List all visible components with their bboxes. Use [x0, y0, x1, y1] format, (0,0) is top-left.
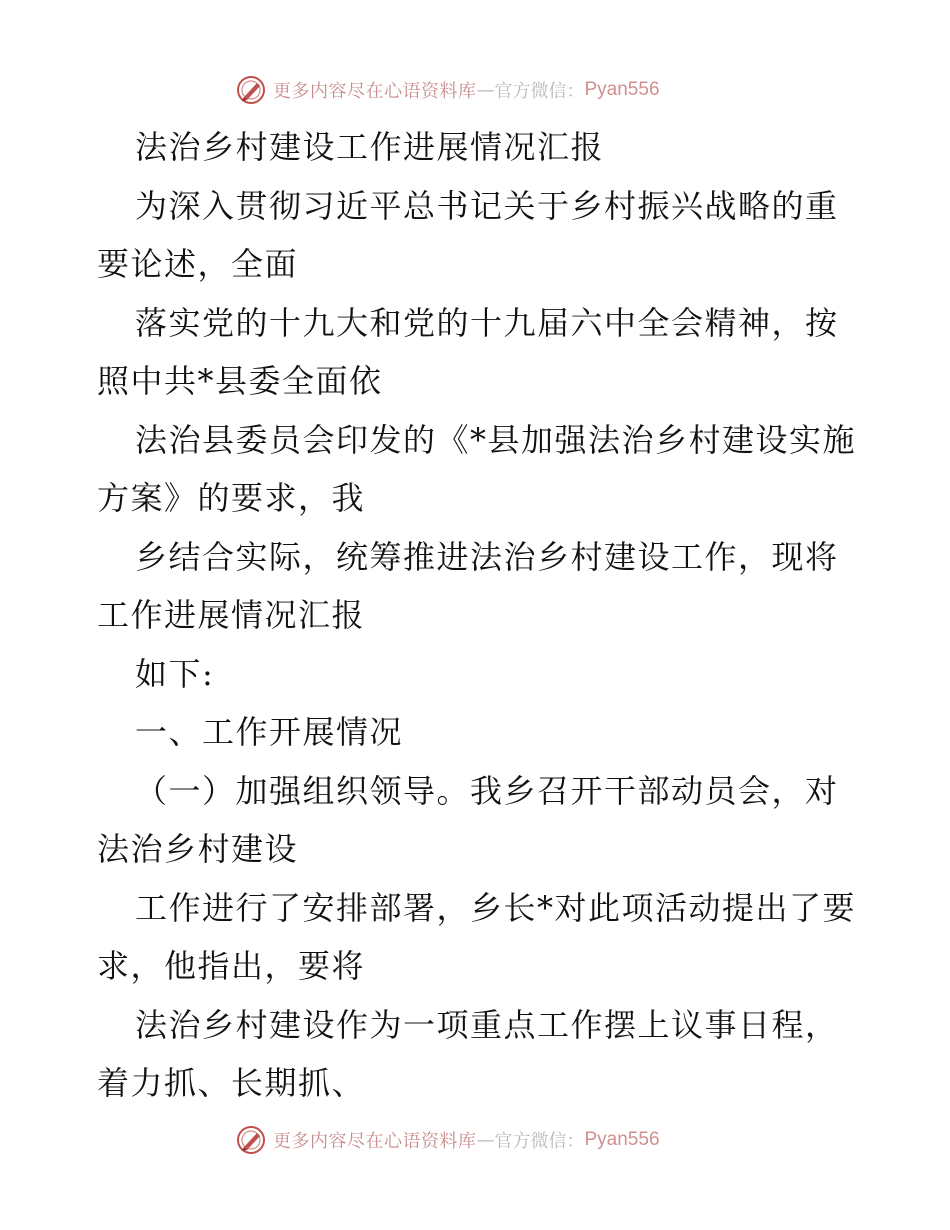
document-title: 法治乡村建设工作进展情况汇报	[135, 128, 605, 166]
paragraph: 乡结合实际，统筹推进法治乡村建设工作，现将工作进展情况汇报	[97, 537, 839, 634]
watermark-text: 更多内容尽在心语资料库	[273, 1131, 477, 1152]
pen-logo-icon	[235, 1124, 267, 1156]
watermark-wechat-label: 官方微信：	[494, 81, 585, 102]
paragraph: 如下:	[135, 654, 215, 693]
paragraph: （一）加强组织领导。我乡召开干部动员会，对法治乡村建设	[97, 771, 839, 868]
watermark-text: 更多内容尽在心语资料库	[273, 81, 477, 102]
watermark-wechat-id: Pyan556	[584, 79, 660, 100]
section-heading: 一、工作开展情况	[135, 713, 404, 751]
watermark-wechat-id: Pyan556	[584, 1129, 660, 1150]
pen-logo-icon	[235, 74, 267, 106]
watermark-wechat-label: 官方微信：	[494, 1131, 585, 1152]
document-body	[97, 118, 857, 1113]
paragraph: 法治县委员会印发的《*县加强法治乡村建设实施方案》的要求，我	[97, 420, 857, 517]
header-watermark	[235, 72, 660, 108]
watermark-dash: —	[476, 1129, 495, 1151]
paragraph: 法治乡村建设作为一项重点工作摆上议事日程，着力抓、长期抓、	[97, 1005, 839, 1102]
watermark-dash: —	[476, 79, 495, 101]
paragraph: 落实党的十九大和党的十九届六中全会精神，按照中共*县委全面依	[97, 303, 839, 400]
footer-watermark	[235, 1122, 660, 1158]
paragraph: 工作进行了安排部署，乡长*对此项活动提出了要求，他指出，要将	[97, 888, 857, 985]
paragraph: 为深入贯彻习近平总书记关于乡村振兴战略的重要论述，全面	[97, 186, 839, 283]
